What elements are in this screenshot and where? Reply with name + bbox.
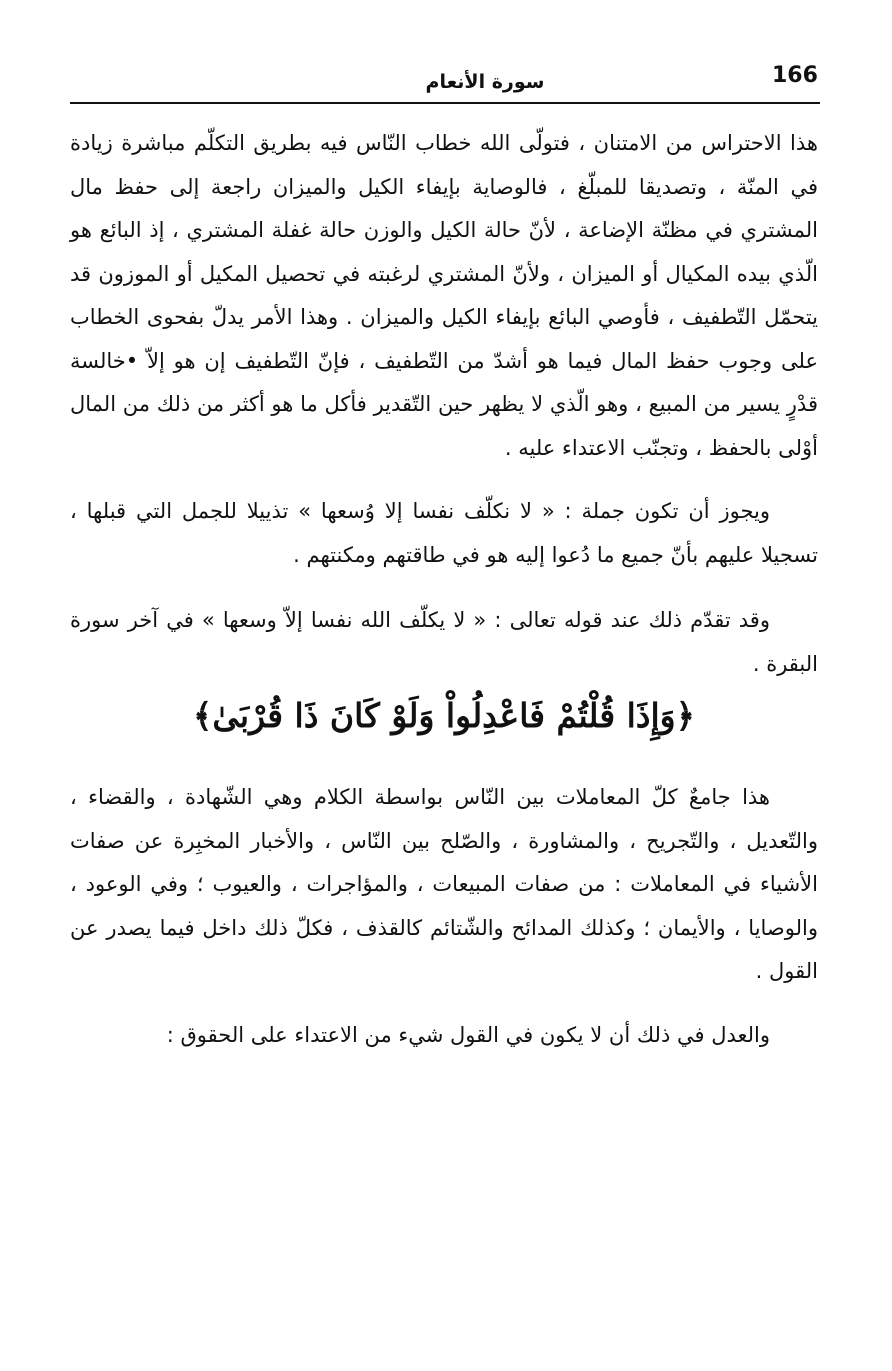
paragraph: هذا جامعٌ كلّ المعاملات بين النّاس بواسطة الكلام وهي الشّهادة ، والقضاء ، والتّعديل ، والتّجريح ، والمشاورة ، والصّلح بين النّاس ، والأخبار المخبِرة عن صفات الأشياء في المعاملات : من صفات المبيعات ، والمؤاجرات ، والعيوب ؛ وفي الوعود ، والوصايا ، والأيمان ؛ وكذلك المدائح والشّتائم كالقذف ، فكلّ ذلك داخل فيما يصدر عن القول . [70, 785, 818, 983]
paragraph: والعدل في ذلك أن لا يكون في القول شيء من الاعتداء على الحقوق : [166, 1022, 770, 1047]
running-title: سورة الأنعام [425, 71, 545, 93]
page-body [70, 122, 818, 1057]
paragraph: وقد تقدّم ذلك عند قوله تعالى : « لا يكلّف الله نفسا إلاّ وسعها » في آخر سورة البقرة . [70, 608, 818, 676]
paragraph: هذا الاحتراس من الامتنان ، فتولّى الله خطاب النّاس فيه بطريق التكلّم مباشرة زيادة في المنّة ، وتصديقا للمبلّغ ، فالوصاية بإيفاء الكيل والميزان راجعة إلى حفظ مال المشتري في مظنّة الإضاعة ، لأنّ حالة الكيل والوزن حالة غفلة المشتري ، إذ البائع هو الّذي بيده المكيال أو الميزان ، ولأنّ المشتري لرغبته في تحصيل المكيل أو الموزون قد يتحمّل التّطفيف ، فأوصي البائع بإيفاء الكيل والميزان . وهذا الأمر يدلّ بفحوى الخطاب على وجوب حفظ المال فيما هو أشدّ من التّطفيف ، فإنّ التّطفيف إن هو إلاّ •خالسة قدْرٍ يسير من المبيع ، وهو الّذي لا يظهر حين التّقدير فأكل ما هو أكثر من ذلك من المال أوْلى بالحفظ ، وتجنّب الاعتداء عليه . [70, 131, 818, 460]
page-number: 166 [772, 63, 818, 88]
paragraph: ويجوز أن تكون جملة : « لا نكلّف نفسا إلا وُسعها » تذييلا للجمل التي قبلها ، تسجيلا عليهم بأنّ جميع ما دُعوا إليه هو في طاقتهم ومكنتهم . [70, 499, 818, 567]
quran-verse: ﴿وَإِذَا قُلْتُمْ فَاعْدِلُواْ وَلَوْ كَانَ ذَا قُرْبَىٰ﴾ [193, 696, 695, 735]
page-header [70, 62, 820, 104]
